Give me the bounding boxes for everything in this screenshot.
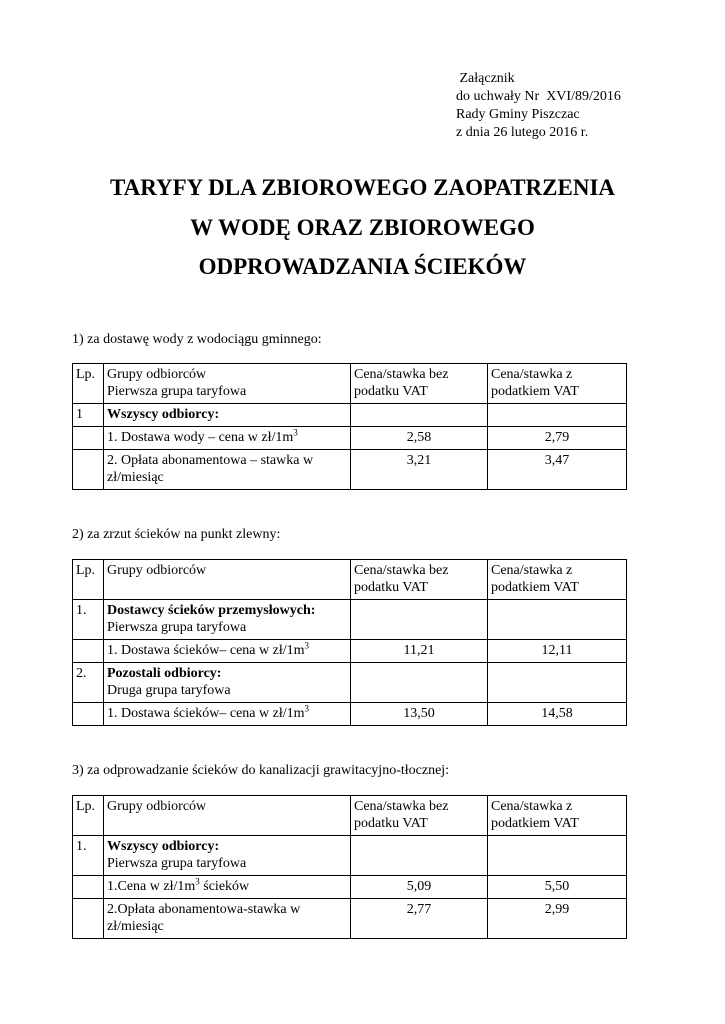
net-price: 13,50 [351, 703, 488, 726]
table-header-row [73, 560, 627, 600]
group-lp: 1. [73, 836, 104, 876]
group-sub: Pierwsza grupa taryfowa [107, 620, 247, 635]
empty-cell [73, 899, 104, 939]
group-name: Dostawcy ścieków przemysłowych: [107, 603, 316, 618]
group-name: Pozostali odbiorcy: [107, 666, 222, 681]
group-cell [104, 600, 351, 640]
row-label [104, 876, 351, 899]
empty-cell [488, 600, 627, 640]
superscript: 3 [304, 640, 309, 651]
table-row [73, 404, 627, 427]
table-row [73, 640, 627, 663]
empty-cell [488, 836, 627, 876]
title-line-2: W WODĘ ORAZ ZBIOROWEGO [190, 214, 535, 240]
annex-header [456, 70, 621, 142]
superscript: 3 [304, 703, 309, 714]
net-price: 11,21 [351, 640, 488, 663]
header-lp: Lp. [73, 796, 104, 836]
table-row [73, 703, 627, 726]
annex-line-4: z dnia 26 lutego 2016 r. [456, 125, 589, 140]
header-group [104, 364, 351, 404]
group-lp: 1. [73, 600, 104, 640]
group-cell [104, 836, 351, 876]
row-label-text: 1. Dostawa ścieków– cena w zł/1m [107, 643, 305, 658]
row-label [104, 640, 351, 663]
gross-price: 2,79 [488, 427, 627, 450]
table-row [73, 450, 627, 490]
table-row [73, 663, 627, 703]
gross-price: 12,11 [488, 640, 627, 663]
empty-cell [351, 404, 488, 427]
empty-cell [73, 876, 104, 899]
header-lp: Lp. [73, 364, 104, 404]
section-2-label: 2) za zrzut ścieków na punkt zlewny: [72, 527, 281, 542]
annex-line-2: do uchwały Nr XVI/89/2016 [456, 89, 621, 104]
row-label-text: 1. Dostawa ścieków– cena w zł/1m [107, 706, 305, 721]
row-label-suffix: ścieków [199, 879, 250, 894]
table-row [73, 600, 627, 640]
group-name: Wszyscy odbiorcy: [107, 839, 220, 854]
annex-line-1: Załącznik [456, 71, 515, 86]
superscript: 3 [293, 427, 298, 438]
net-price: 5,09 [351, 876, 488, 899]
header-net-price: Cena/stawka bez podatku VAT [351, 364, 488, 404]
header-net-price: Cena/stawka bez podatku VAT [351, 560, 488, 600]
table-header-row [73, 364, 627, 404]
group-lp: 2. [73, 663, 104, 703]
section-1-label: 1) za dostawę wody z wodociągu gminnego: [72, 332, 322, 347]
table-row [73, 876, 627, 899]
sewerage-network-table [72, 795, 627, 939]
empty-cell [488, 663, 627, 703]
empty-cell [488, 404, 627, 427]
group-name: Wszyscy odbiorcy: [104, 404, 351, 427]
header-gross-price: Cena/stawka z podatkiem VAT [488, 560, 627, 600]
row-label: 2. Opłata abonamentowa – stawka w zł/miesiąc [104, 450, 351, 490]
empty-cell [351, 836, 488, 876]
water-supply-table [72, 363, 627, 490]
table-row [73, 836, 627, 876]
header-gross-price: Cena/stawka z podatkiem VAT [488, 364, 627, 404]
gross-price: 2,99 [488, 899, 627, 939]
empty-cell [73, 427, 104, 450]
table-header-row [73, 796, 627, 836]
net-price: 3,21 [351, 450, 488, 490]
gross-price: 5,50 [488, 876, 627, 899]
header-gross-price: Cena/stawka z podatkiem VAT [488, 796, 627, 836]
row-label-text: 1.Cena w zł/1m [107, 879, 196, 894]
title-line-1: TARYFY DLA ZBIOROWEGO ZAOPATRZENIA [109, 175, 616, 200]
group-lp: 1 [73, 404, 104, 427]
table-row [73, 427, 627, 450]
row-label [104, 427, 351, 450]
header-lp: Lp. [73, 560, 104, 600]
title-line-3: ODPROWADZANIA ŚCIEKÓW [198, 254, 527, 279]
empty-cell [351, 600, 488, 640]
empty-cell [73, 450, 104, 490]
header-group: Grupy odbiorców [104, 796, 351, 836]
group-sub: Druga grupa taryfowa [107, 683, 231, 698]
empty-cell [73, 640, 104, 663]
header-group-sub: Pierwsza grupa taryfowa [107, 384, 247, 399]
empty-cell [351, 663, 488, 703]
row-label: 2.Opłata abonamentowa-stawka w zł/miesiąc [104, 899, 351, 939]
row-label-text: 1. Dostawa wody – cena w zł/1m [107, 430, 294, 445]
empty-cell [73, 703, 104, 726]
header-group-label: Grupy odbiorców [107, 367, 207, 382]
header-group: Grupy odbiorców [104, 560, 351, 600]
table-row [73, 899, 627, 939]
superscript: 3 [195, 876, 200, 887]
document-title [0, 168, 725, 287]
group-sub: Pierwsza grupa taryfowa [107, 856, 247, 871]
group-cell [104, 663, 351, 703]
section-3-label: 3) za odprowadzanie ścieków do kanalizacji grawitacyjno-tłocznej: [72, 763, 450, 778]
annex-line-3: Rady Gminy Piszczac [456, 107, 580, 122]
gross-price: 3,47 [488, 450, 627, 490]
sewage-discharge-table [72, 559, 627, 726]
gross-price: 14,58 [488, 703, 627, 726]
row-label [104, 703, 351, 726]
net-price: 2,77 [351, 899, 488, 939]
net-price: 2,58 [351, 427, 488, 450]
header-net-price: Cena/stawka bez podatku VAT [351, 796, 488, 836]
